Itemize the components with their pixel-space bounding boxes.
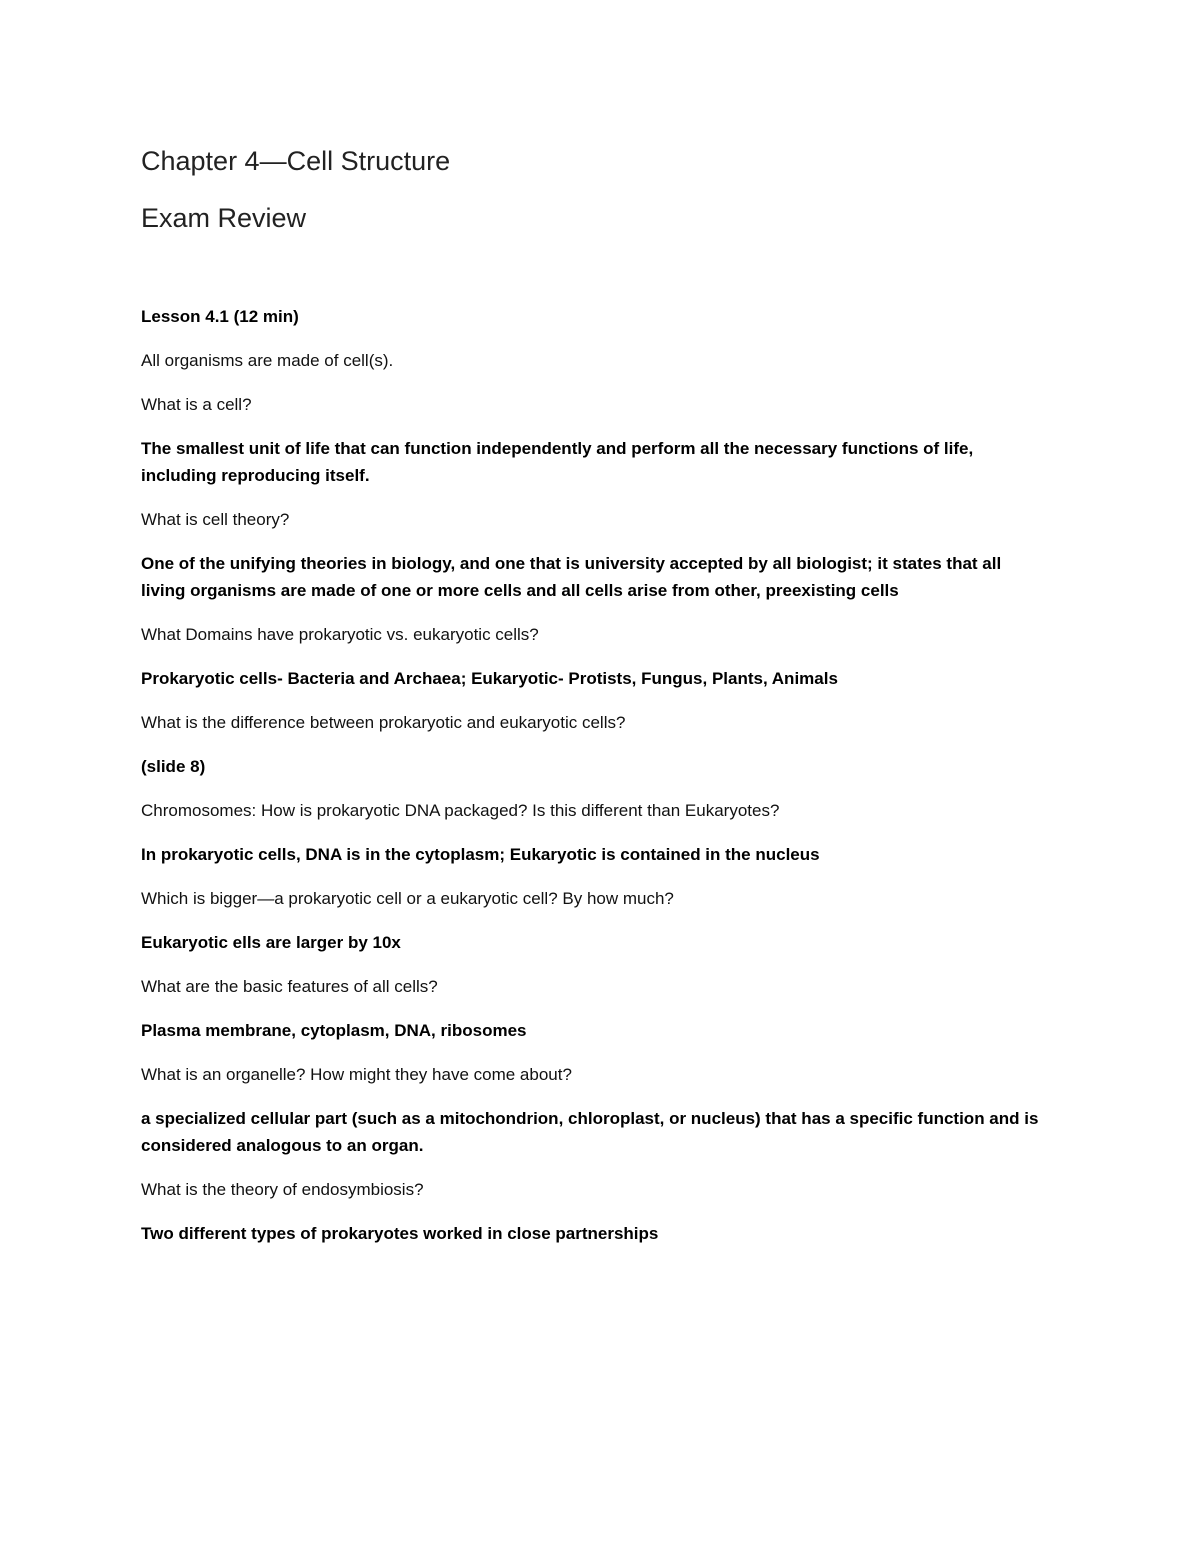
document-subtitle: Exam Review [141,203,307,233]
answer-text: One of the unifying theories in biology, and one that is university accepted by all biologist; it states that all living organisms are made of one or more cells and all cells arise from other, preexisting cells [141,554,1002,600]
question-text: What are the basic features of all cells? [141,977,438,996]
answer-text: The smallest unit of life that can function independently and perform all the necessary functions of life, including reproducing itself. [141,439,974,485]
question-text: What is the theory of endosymbiosis? [141,1180,424,1199]
lesson-heading: Lesson 4.1 (12 min) [141,307,299,326]
answer-text: (slide 8) [141,757,206,776]
question-text: Which is bigger—a prokaryotic cell or a eukaryotic cell? By how much? [141,889,674,908]
question-text: What is cell theory? [141,510,290,529]
answer-text: a specialized cellular part (such as a mitochondrion, chloroplast, or nucleus) that has a specific function and is considered analogous to an organ. [141,1109,1039,1155]
question-text: All organisms are made of cell(s). [141,351,394,370]
question-text: What Domains have prokaryotic vs. eukaryotic cells? [141,625,539,644]
answer-text: Plasma membrane, cytoplasm, DNA, ribosomes [141,1021,527,1040]
question-text: What is an organelle? How might they have come about? [141,1065,572,1084]
question-text: What is the difference between prokaryotic and eukaryotic cells? [141,713,626,732]
document-title: Chapter 4—Cell Structure [141,146,451,176]
document-body [141,303,1041,1264]
answer-text: Eukaryotic ells are larger by 10x [141,933,401,952]
answer-text: Prokaryotic cells- Bacteria and Archaea; Eukaryotic- Protists, Fungus, Plants, Animals [141,669,838,688]
question-text: What is a cell? [141,395,252,414]
question-text: Chromosomes: How is prokaryotic DNA packaged? Is this different than Eukaryotes? [141,801,780,820]
answer-text: In prokaryotic cells, DNA is in the cytoplasm; Eukaryotic is contained in the nucleus [141,845,820,864]
answer-text: Two different types of prokaryotes worked in close partnerships [141,1224,659,1243]
